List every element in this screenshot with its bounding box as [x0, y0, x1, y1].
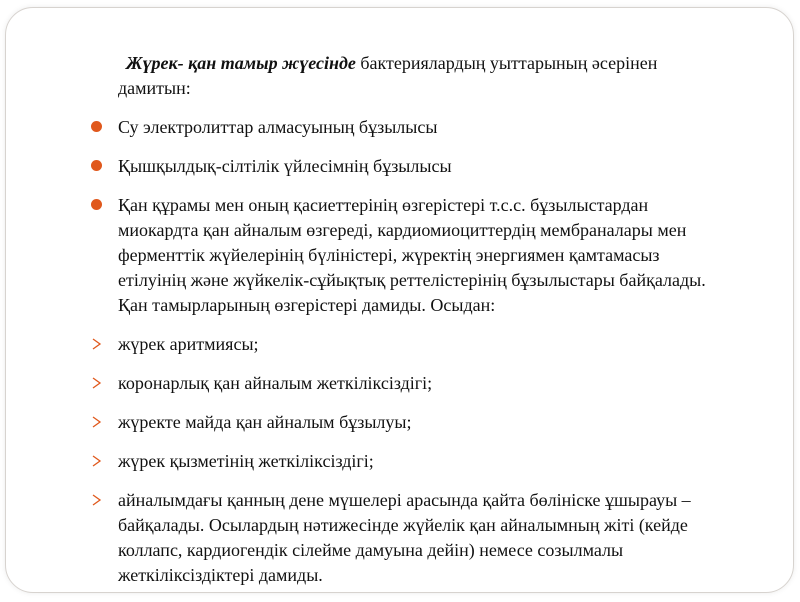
slide-content [89, 51, 729, 602]
list-item-arrow-2 [89, 371, 729, 396]
slide-frame [5, 7, 794, 593]
filled-circle-bullet-icon [91, 160, 102, 171]
list-item-text: жүректе майда қан айналым бұзылуы; [118, 412, 412, 432]
outline-chevron-bullet-icon [92, 488, 104, 506]
list-item-dot-2 [89, 154, 729, 179]
outline-chevron-bullet-icon [92, 410, 104, 428]
outline-chevron-bullet-icon [92, 449, 104, 467]
list-item-text: айналымдағы қанның дене мүшелері арасында қайта бөлініске ұшырауы – байқалады. Осылардың нәтижесінде жүйелік қан айналымның жіті (кейде коллапс, кардиогендік сілейме дамуына дейін) немесе созылмалы жеткіліксіздіктері дамиды. [118, 490, 691, 585]
list-item-dot-3 [89, 193, 729, 318]
filled-circle-bullet-icon [91, 199, 102, 210]
list-item-arrow-4 [89, 449, 729, 474]
list-item-text: Қышқылдық-сілтілік үйлесімнің бұзылысы [118, 156, 452, 176]
intro-rest: бактериялардың уыттарының әсерінен дамитын: [118, 53, 658, 98]
list-item-text: коронарлық қан айналым жеткіліксіздігі; [118, 373, 433, 393]
filled-circle-bullet-icon [91, 121, 102, 132]
list-item-text: Қан құрамы мен оның қасиеттерінің өзгерістері т.с.с. бұзылыстардан миокардта қан айналым өзгереді, кардиомиоциттердің мембраналары мен ферменттік жүйелерінің бүліністері, жүректің энергиямен қамтамасыз етілуінің және жүйкелік-сұйықтық реттелістерінің бұзылыстары байқалады. Қан тамырларының өзгерістері дамиды. Осыдан: [118, 195, 706, 315]
list-item-text: Су электролиттар алмасуының бұзылысы [118, 117, 438, 137]
outline-chevron-bullet-icon [92, 371, 104, 389]
list-item-arrow-5 [89, 488, 729, 588]
list-item-arrow-1 [89, 332, 729, 357]
list-item-text: жүрек аритмиясы; [118, 334, 259, 354]
list-item-text: жүрек қызметінің жеткіліксіздігі; [118, 451, 374, 471]
intro-lead: Жүрек- қан тамыр жүесінде [126, 53, 356, 73]
list-item-dot-1 [89, 115, 729, 140]
intro-paragraph [118, 51, 729, 101]
outline-chevron-bullet-icon [92, 332, 104, 350]
list-item-arrow-3 [89, 410, 729, 435]
